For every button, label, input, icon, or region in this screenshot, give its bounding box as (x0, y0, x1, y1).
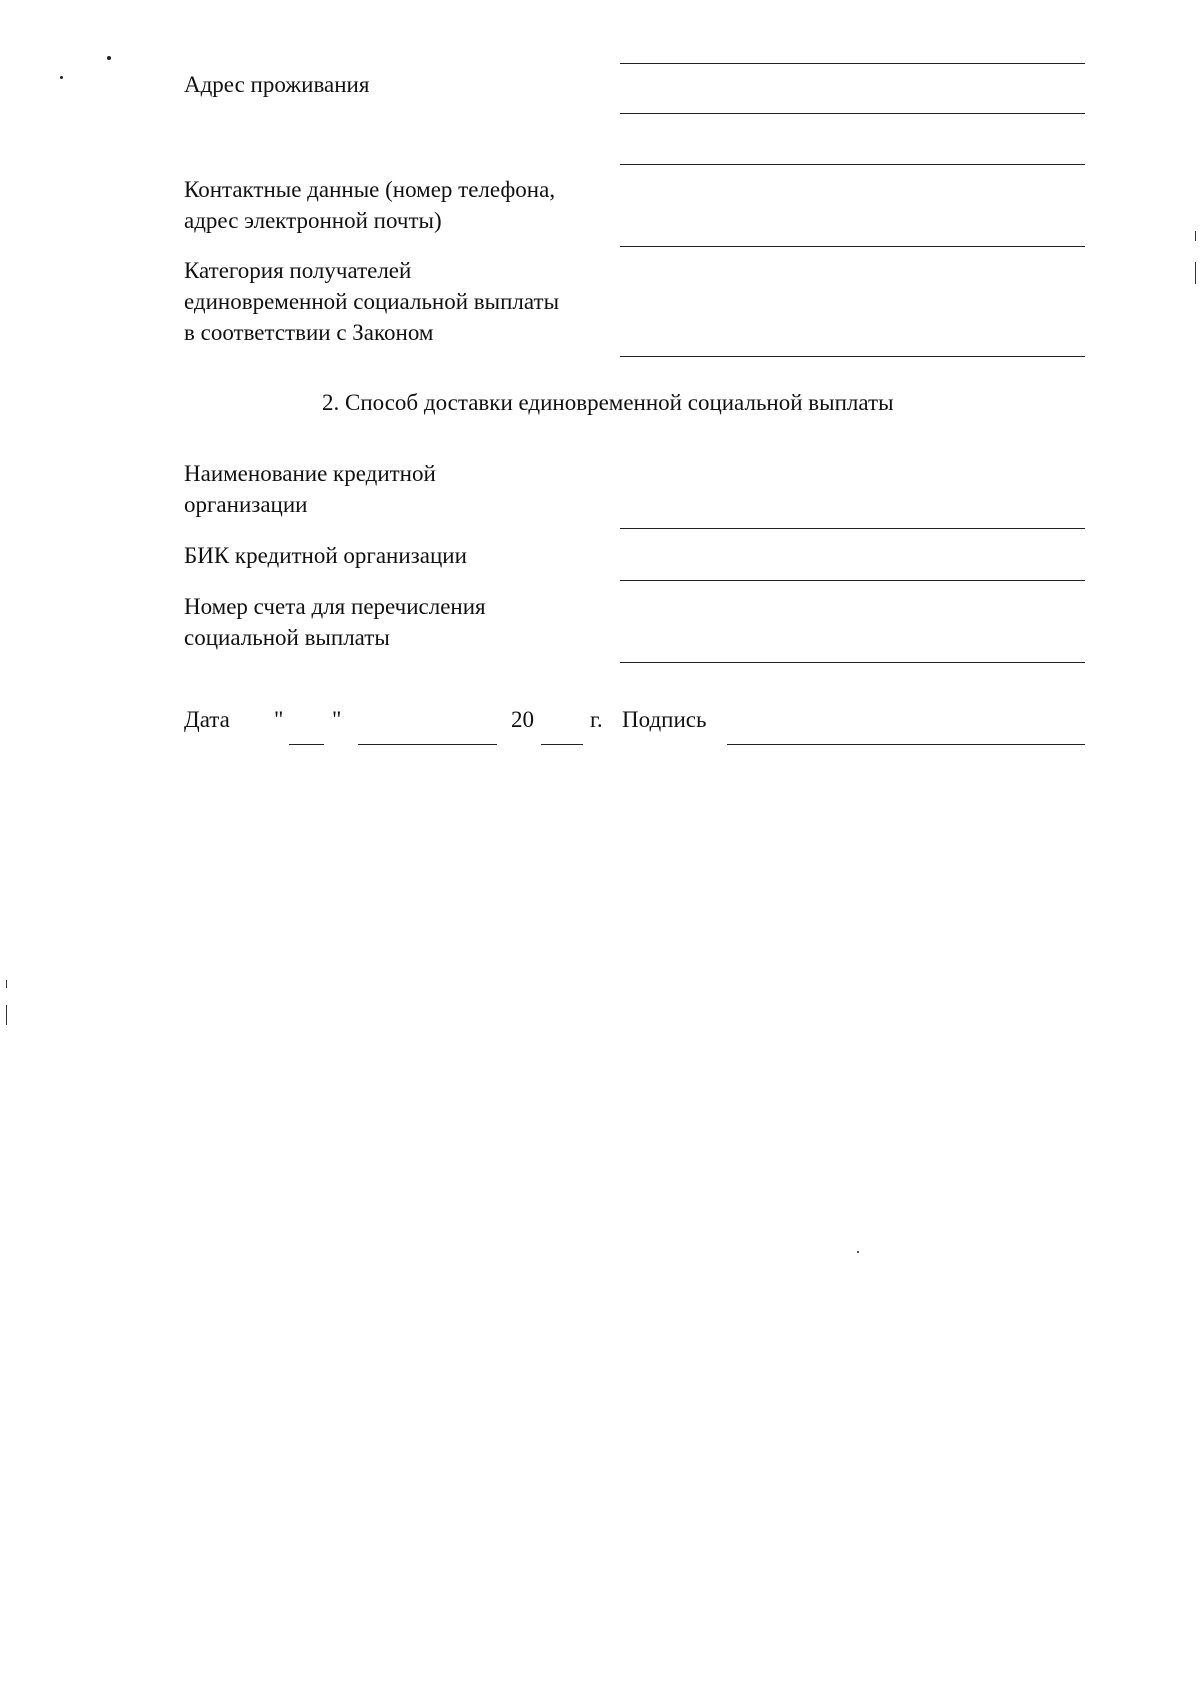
address-label: Адрес проживания (184, 72, 370, 97)
month-field-line[interactable] (358, 744, 497, 745)
scan-mark (1195, 262, 1196, 284)
contacts-label: Контактные данные (номер телефона, адрес электронной почты) (184, 177, 556, 233)
date-label: Дата (184, 707, 230, 732)
bank-name-label: Наименование кредитной организации (184, 461, 436, 517)
category-label: Категория получателей единовременной социальной выплаты в соответствии с Законом (184, 258, 560, 345)
year-suffix: г. (590, 707, 603, 732)
bik-field-line[interactable] (620, 580, 1085, 581)
scan-mark (6, 1005, 7, 1025)
bank-name-field-line[interactable] (620, 528, 1085, 529)
scan-mark (1195, 231, 1196, 241)
account-label: Номер счета для перечисления социальной выплаты (184, 594, 486, 650)
contacts-field-line[interactable] (620, 246, 1085, 247)
date-quote-open: " (274, 707, 284, 732)
year-field-line[interactable] (541, 744, 583, 745)
day-field-line[interactable] (289, 744, 324, 745)
address-field-line-3[interactable] (620, 164, 1085, 165)
signature-label: Подпись (622, 707, 707, 732)
signature-field-line[interactable] (727, 744, 1085, 745)
scan-mark (6, 980, 7, 988)
section-2-title: 2. Способ доставки единовременной социальной выплаты (322, 390, 894, 415)
category-field-line[interactable] (620, 356, 1085, 357)
scan-speck (857, 1251, 859, 1253)
address-field-line-1[interactable] (620, 63, 1085, 64)
scan-speck (107, 56, 111, 60)
bik-label: БИК кредитной организации (184, 543, 467, 568)
year-prefix: 20 (511, 707, 534, 732)
address-field-line-2[interactable] (620, 113, 1085, 114)
date-quote-close: " (332, 707, 342, 732)
scan-speck (60, 76, 63, 79)
account-field-line[interactable] (620, 662, 1085, 663)
